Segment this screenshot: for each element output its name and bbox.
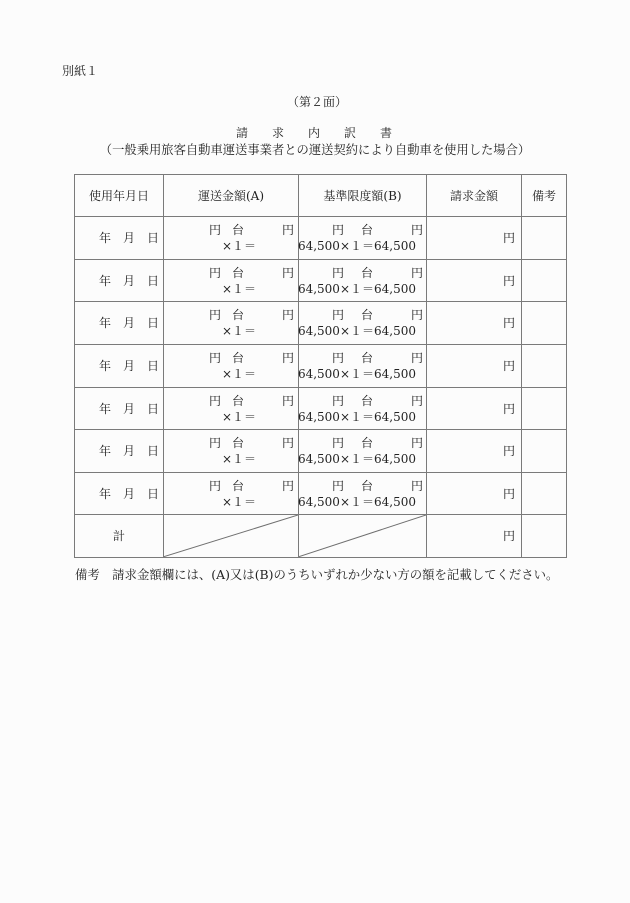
header-usage-date: 使用年月日 <box>75 175 164 217</box>
day-label: 日 <box>147 231 160 245</box>
total-claim-amount-cell[interactable] <box>427 515 522 558</box>
document-title: 請 求 内 訳 書 <box>235 126 398 140</box>
fare-formula: ×１＝ <box>222 494 257 509</box>
fare-formula: ×１＝ <box>222 409 257 424</box>
fare-amount-cell[interactable] <box>164 473 299 516</box>
yen-label: 円 <box>502 401 515 416</box>
fare-amount-cell[interactable] <box>164 217 299 260</box>
remarks-cell[interactable] <box>522 388 567 431</box>
yen-label: 円 <box>332 436 345 451</box>
fare-formula: ×１＝ <box>222 452 257 467</box>
remarks-cell[interactable] <box>522 473 567 516</box>
yen-label: 円 <box>332 478 345 493</box>
document-subtitle: （一般乗用旅客自動車運送事業者との運送契約により自動車を使用した場合） <box>99 143 531 157</box>
yen-label: 円 <box>411 223 424 237</box>
remarks-cell[interactable] <box>522 430 567 473</box>
yen-label: 円 <box>282 436 295 451</box>
vehicle-unit-label: 台 <box>232 478 245 493</box>
yen-label: 円 <box>332 223 345 237</box>
diagonal-strike-line <box>299 515 426 557</box>
month-label: 月 <box>123 231 136 245</box>
yen-label: 円 <box>411 308 424 323</box>
limit-formula: 64,500×１＝64,500 <box>297 281 416 296</box>
day-label: 日 <box>147 401 160 416</box>
page-number: （第２面） <box>286 95 347 109</box>
yen-label: 円 <box>282 308 295 323</box>
claim-amount-cell[interactable] <box>427 217 522 260</box>
yen-label: 円 <box>209 308 222 323</box>
vehicle-unit-label: 台 <box>361 436 374 451</box>
yen-label: 円 <box>332 393 345 408</box>
vehicle-unit-label: 台 <box>361 350 374 365</box>
vehicle-unit-label: 台 <box>361 223 374 237</box>
usage-date-cell[interactable] <box>75 345 164 388</box>
usage-date-cell[interactable] <box>75 473 164 516</box>
yen-label: 円 <box>502 529 515 544</box>
limit-formula: 64,500×１＝64,500 <box>297 409 416 424</box>
day-label: 日 <box>147 358 160 373</box>
fare-formula: ×１＝ <box>222 281 257 296</box>
year-label: 年 <box>99 486 112 501</box>
day-label: 日 <box>147 316 160 331</box>
footnote: 備考 請求金額欄には、(A)又は(B)のうちいずれか少ない方の額を記載してください。 <box>75 567 559 582</box>
diagonal-strike-line <box>164 515 298 557</box>
claim-amount-cell[interactable] <box>427 430 522 473</box>
usage-date-cell[interactable] <box>75 302 164 345</box>
year-label: 年 <box>99 401 112 416</box>
vehicle-unit-label: 台 <box>361 393 374 408</box>
fare-formula: ×１＝ <box>222 324 257 339</box>
day-label: 日 <box>147 273 160 288</box>
fare-amount-cell[interactable] <box>164 260 299 303</box>
total-label: 計 <box>75 515 164 558</box>
limit-amount-cell[interactable] <box>299 260 427 303</box>
yen-label: 円 <box>282 223 295 237</box>
fare-amount-cell[interactable] <box>164 345 299 388</box>
vehicle-unit-label: 台 <box>361 308 374 323</box>
limit-amount-cell[interactable] <box>299 217 427 260</box>
yen-label: 円 <box>502 316 515 331</box>
vehicle-unit-label: 台 <box>232 436 245 451</box>
claim-amount-cell[interactable] <box>427 473 522 516</box>
year-label: 年 <box>99 231 112 245</box>
yen-label: 円 <box>411 436 424 451</box>
yen-label: 円 <box>332 308 345 323</box>
vehicle-unit-label: 台 <box>232 265 245 280</box>
claim-amount-cell[interactable] <box>427 388 522 431</box>
claim-breakdown-table <box>74 174 567 558</box>
limit-formula: 64,500×１＝64,500 <box>297 239 416 253</box>
fare-formula: ×１＝ <box>222 366 257 381</box>
yen-label: 円 <box>209 350 222 365</box>
month-label: 月 <box>123 486 136 501</box>
yen-label: 円 <box>502 486 515 501</box>
yen-label: 円 <box>411 393 424 408</box>
header-claim-amount: 請求金額 <box>427 175 522 217</box>
yen-label: 円 <box>282 265 295 280</box>
yen-label: 円 <box>502 444 515 459</box>
year-label: 年 <box>99 444 112 459</box>
header-limit-amount: 基準限度額(B) <box>299 175 427 217</box>
yen-label: 円 <box>209 223 222 237</box>
yen-label: 円 <box>282 393 295 408</box>
claim-amount-cell[interactable] <box>427 302 522 345</box>
day-label: 日 <box>147 486 160 501</box>
yen-label: 円 <box>282 350 295 365</box>
fare-amount-cell[interactable] <box>164 430 299 473</box>
yen-label: 円 <box>209 478 222 493</box>
limit-amount-cell[interactable] <box>299 345 427 388</box>
yen-label: 円 <box>209 265 222 280</box>
limit-formula: 64,500×１＝64,500 <box>297 366 416 381</box>
usage-date-cell[interactable] <box>75 388 164 431</box>
vehicle-unit-label: 台 <box>361 265 374 280</box>
yen-label: 円 <box>502 358 515 373</box>
claim-amount-cell[interactable] <box>427 260 522 303</box>
limit-amount-cell[interactable] <box>299 430 427 473</box>
total-limit-cell-struck <box>299 515 427 558</box>
month-label: 月 <box>123 316 136 331</box>
yen-label: 円 <box>502 231 515 245</box>
remarks-cell[interactable] <box>522 302 567 345</box>
yen-label: 円 <box>332 265 345 280</box>
limit-formula: 64,500×１＝64,500 <box>297 494 416 509</box>
limit-amount-cell[interactable] <box>299 302 427 345</box>
month-label: 月 <box>123 444 136 459</box>
attachment-label: 別紙１ <box>62 64 99 78</box>
fare-formula: ×１＝ <box>222 239 257 253</box>
day-label: 日 <box>147 444 160 459</box>
usage-date-cell[interactable] <box>75 260 164 303</box>
vehicle-unit-label: 台 <box>361 478 374 493</box>
yen-label: 円 <box>209 436 222 451</box>
year-label: 年 <box>99 316 112 331</box>
vehicle-unit-label: 台 <box>232 350 245 365</box>
limit-amount-cell[interactable] <box>299 473 427 516</box>
remarks-cell[interactable] <box>522 260 567 303</box>
remarks-cell[interactable] <box>522 217 567 260</box>
total-remarks-cell[interactable] <box>522 515 567 558</box>
yen-label: 円 <box>411 478 424 493</box>
limit-amount-cell[interactable] <box>299 388 427 431</box>
yen-label: 円 <box>411 350 424 365</box>
yen-label: 円 <box>209 393 222 408</box>
yen-label: 円 <box>282 478 295 493</box>
yen-label: 円 <box>411 265 424 280</box>
year-label: 年 <box>99 273 112 288</box>
remarks-cell[interactable] <box>522 345 567 388</box>
limit-formula: 64,500×１＝64,500 <box>297 452 416 467</box>
year-label: 年 <box>99 358 112 373</box>
fare-amount-cell[interactable] <box>164 302 299 345</box>
usage-date-cell[interactable] <box>75 430 164 473</box>
fare-amount-cell[interactable] <box>164 388 299 431</box>
header-remarks: 備考 <box>522 175 567 217</box>
month-label: 月 <box>123 358 136 373</box>
month-label: 月 <box>123 401 136 416</box>
usage-date-cell[interactable] <box>75 217 164 260</box>
vehicle-unit-label: 台 <box>232 308 245 323</box>
month-label: 月 <box>123 273 136 288</box>
header-fare-amount: 運送金額(A) <box>164 175 299 217</box>
vehicle-unit-label: 台 <box>232 393 245 408</box>
total-fare-cell-struck <box>164 515 299 558</box>
yen-label: 円 <box>502 273 515 288</box>
vehicle-unit-label: 台 <box>232 223 245 237</box>
claim-amount-cell[interactable] <box>427 345 522 388</box>
yen-label: 円 <box>332 350 345 365</box>
limit-formula: 64,500×１＝64,500 <box>297 324 416 339</box>
